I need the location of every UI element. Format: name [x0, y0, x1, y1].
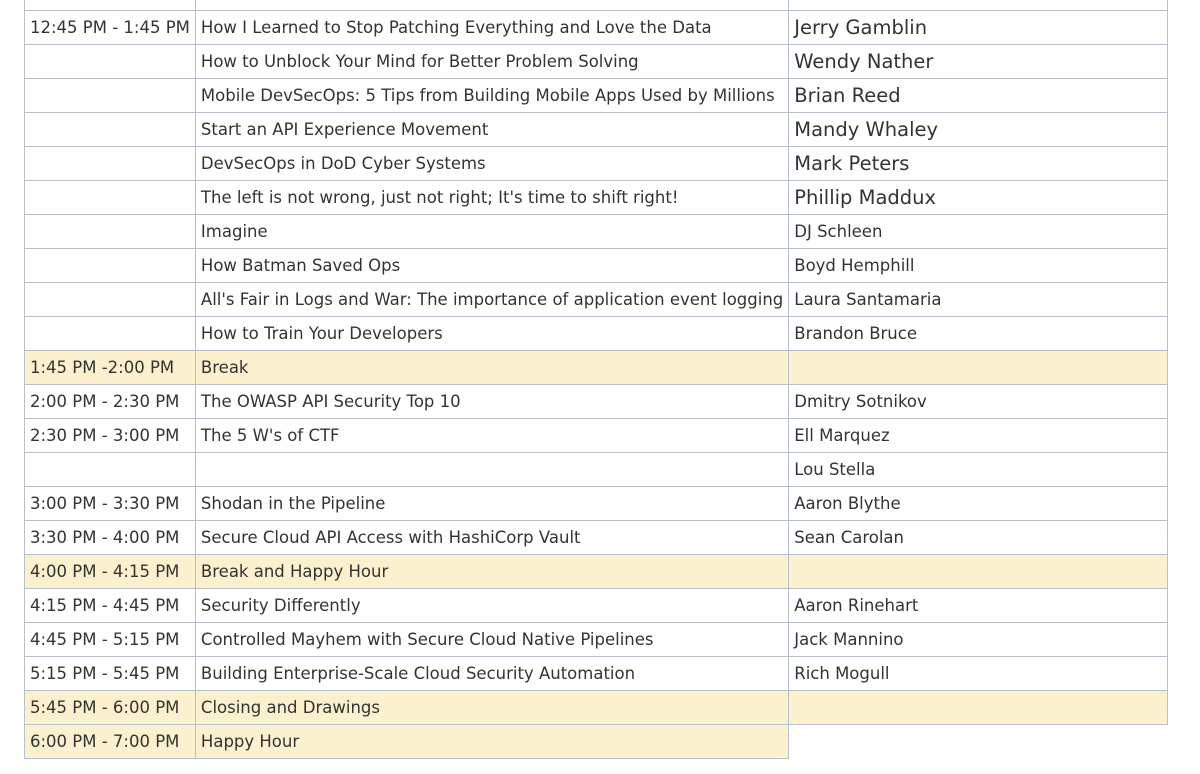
time-slot-cell [25, 113, 196, 147]
schedule-row [25, 113, 1168, 147]
schedule-row [25, 11, 1168, 45]
time-slot-cell: 1:45 PM -2:00 PM [25, 351, 196, 385]
schedule-row [25, 453, 1168, 487]
speaker-cell [789, 691, 1168, 725]
session-title-cell: Break and Happy Hour [195, 555, 788, 589]
speaker-cell: Wendy Nather [789, 45, 1168, 79]
time-slot-cell [25, 45, 196, 79]
speaker-cell: Rich Mogull [789, 657, 1168, 691]
time-slot-cell [25, 79, 196, 113]
schedule-row [25, 487, 1168, 521]
schedule-row [25, 147, 1168, 181]
time-slot-cell [25, 283, 196, 317]
session-title-cell: The left is not wrong, just not right; It's time to shift right! [195, 181, 788, 215]
speaker-cell: Boyd Hemphill [789, 249, 1168, 283]
time-slot-cell [25, 215, 196, 249]
empty-cell [789, 725, 1168, 759]
speaker-cell: Mark Peters [789, 147, 1168, 181]
time-slot-cell: 2:00 PM - 2:30 PM [25, 385, 196, 419]
time-slot-cell [25, 181, 196, 215]
time-slot-cell: 5:15 PM - 5:45 PM [25, 657, 196, 691]
session-title-cell: Start an API Experience Movement [195, 113, 788, 147]
speaker-cell: Brandon Bruce [789, 317, 1168, 351]
session-title-cell: Imagine [195, 215, 788, 249]
speaker-cell: Brian Reed [789, 79, 1168, 113]
speaker-cell: Dmitry Sotnikov [789, 385, 1168, 419]
time-slot-cell: 3:00 PM - 3:30 PM [25, 487, 196, 521]
schedule-row [25, 385, 1168, 419]
session-title-cell: How Batman Saved Ops [195, 249, 788, 283]
session-title-cell: Shodan in the Pipeline [195, 487, 788, 521]
schedule-row [25, 419, 1168, 453]
speaker-cell: Laura Santamaria [789, 283, 1168, 317]
session-title-cell: How to Unblock Your Mind for Better Problem Solving [195, 45, 788, 79]
time-slot-cell: 4:15 PM - 4:45 PM [25, 589, 196, 623]
speaker-cell [789, 555, 1168, 589]
session-title-cell: The OWASP API Security Top 10 [195, 385, 788, 419]
schedule-body [25, 0, 1168, 759]
schedule-row [25, 521, 1168, 555]
time-slot-cell: 12:45 PM - 1:45 PM [25, 11, 196, 45]
schedule-table [24, 0, 1168, 759]
speaker-cell: Ell Marquez [789, 419, 1168, 453]
schedule-row [25, 555, 1168, 589]
session-title-cell [195, 0, 788, 11]
speaker-cell: Jerry Gamblin [789, 11, 1168, 45]
time-slot-cell [25, 147, 196, 181]
session-title-cell: Secure Cloud API Access with HashiCorp Vault [195, 521, 788, 555]
session-title-cell: The 5 W's of CTF [195, 419, 788, 453]
session-title-cell [195, 453, 788, 487]
speaker-cell: Mandy Whaley [789, 113, 1168, 147]
time-slot-cell [25, 249, 196, 283]
time-slot-cell: 2:30 PM - 3:00 PM [25, 419, 196, 453]
schedule-row [25, 283, 1168, 317]
time-slot-cell: 6:00 PM - 7:00 PM [25, 725, 196, 759]
speaker-cell: Lou Stella [789, 453, 1168, 487]
schedule-row [25, 0, 1168, 11]
session-title-cell: Controlled Mayhem with Secure Cloud Native Pipelines [195, 623, 788, 657]
schedule-row [25, 215, 1168, 249]
time-slot-cell: 3:30 PM - 4:00 PM [25, 521, 196, 555]
schedule-row [25, 79, 1168, 113]
session-title-cell: How to Train Your Developers [195, 317, 788, 351]
schedule-row [25, 691, 1168, 725]
schedule-row [25, 351, 1168, 385]
session-title-cell: Mobile DevSecOps: 5 Tips from Building Mobile Apps Used by Millions [195, 79, 788, 113]
time-slot-cell: 4:45 PM - 5:15 PM [25, 623, 196, 657]
time-slot-cell [25, 0, 196, 11]
schedule-row [25, 657, 1168, 691]
schedule-row [25, 589, 1168, 623]
session-title-cell: Security Differently [195, 589, 788, 623]
schedule-row [25, 317, 1168, 351]
time-slot-cell: 5:45 PM - 6:00 PM [25, 691, 196, 725]
session-title-cell: Break [195, 351, 788, 385]
schedule-row [25, 623, 1168, 657]
time-slot-cell [25, 453, 196, 487]
session-title-cell: All's Fair in Logs and War: The importance of application event logging [195, 283, 788, 317]
speaker-cell [789, 351, 1168, 385]
speaker-cell: Jack Mannino [789, 623, 1168, 657]
session-title-cell: DevSecOps in DoD Cyber Systems [195, 147, 788, 181]
session-title-cell: Happy Hour [195, 725, 788, 759]
session-title-cell: How I Learned to Stop Patching Everything and Love the Data [195, 11, 788, 45]
schedule-row [25, 45, 1168, 79]
speaker-cell: Phillip Maddux [789, 181, 1168, 215]
schedule-row [25, 725, 1168, 759]
speaker-cell: Aaron Rinehart [789, 589, 1168, 623]
schedule-row [25, 181, 1168, 215]
session-title-cell: Closing and Drawings [195, 691, 788, 725]
schedule-row [25, 249, 1168, 283]
session-title-cell: Building Enterprise-Scale Cloud Security Automation [195, 657, 788, 691]
speaker-cell: DJ Schleen [789, 215, 1168, 249]
time-slot-cell: 4:00 PM - 4:15 PM [25, 555, 196, 589]
speaker-cell: Sean Carolan [789, 521, 1168, 555]
speaker-cell [789, 0, 1168, 11]
time-slot-cell [25, 317, 196, 351]
speaker-cell: Aaron Blythe [789, 487, 1168, 521]
